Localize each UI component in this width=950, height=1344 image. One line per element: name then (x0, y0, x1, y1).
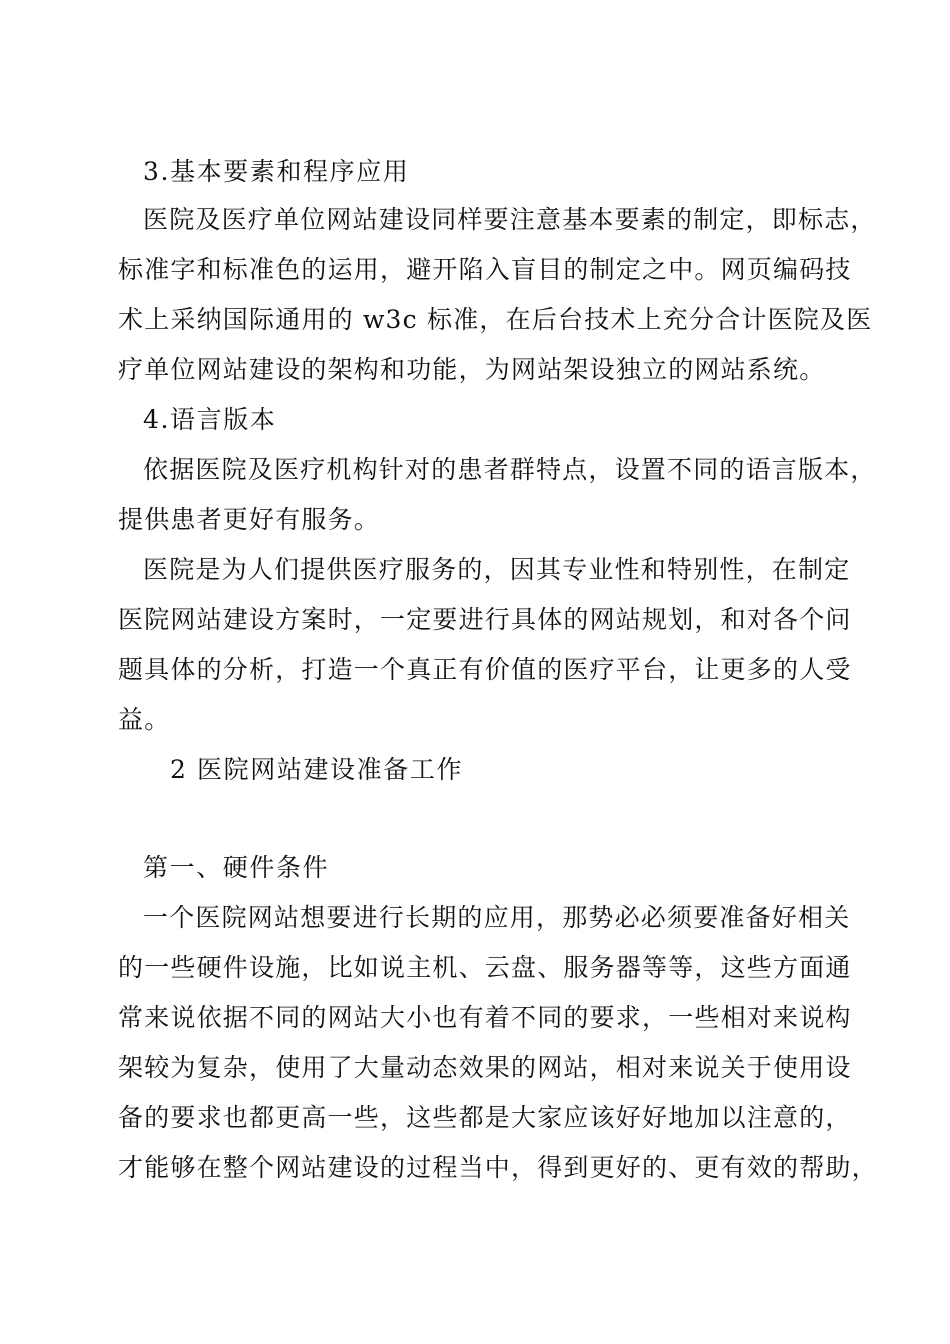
paragraph-line: 的一些硬件设施，比如说主机、云盘、服务器等等，这些方面通 (118, 953, 852, 982)
paragraph-line: 医院是为人们提供医疗服务的，因其专业性和特别性，在制定 (143, 555, 851, 584)
chapter-heading-preparation: 2 医院网站建设准备工作 (170, 755, 464, 784)
paragraph-line: 标准字和标准色的运用，避开陷入盲目的制定之中。网页编码技 (118, 255, 852, 284)
paragraph-line: 术上采纳国际通用的 w3c 标准，在后台技术上充分合计医院及医 (118, 305, 873, 334)
paragraph-line: 架较为复杂，使用了大量动态效果的网站，相对来说关于使用设 (118, 1053, 852, 1082)
paragraph-line: 益。 (118, 705, 171, 734)
paragraph-line: 提供患者更好有服务。 (118, 505, 381, 534)
section-heading-hardware: 第一、硬件条件 (143, 853, 330, 882)
section-heading-language-version: 4.语言版本 (143, 405, 277, 434)
paragraph-line: 医院及医疗单位网站建设同样要注意基本要素的制定，即标志， (143, 205, 877, 234)
paragraph-line: 才能够在整个网站建设的过程当中，得到更好的、更有效的帮助， (118, 1153, 878, 1182)
paragraph-line: 题具体的分析，打造一个真正有价值的医疗平台，让更多的人受 (118, 655, 852, 684)
section-heading-basic-elements: 3.基本要素和程序应用 (143, 157, 410, 186)
paragraph-line: 医院网站建设方案时，一定要进行具体的网站规划，和对各个问 (118, 605, 852, 634)
paragraph-line: 备的要求也都更高一些，这些都是大家应该好好地加以注意的， (118, 1103, 852, 1132)
paragraph-line: 常来说依据不同的网站大小也有着不同的要求，一些相对来说构 (118, 1003, 852, 1032)
paragraph-line: 一个医院网站想要进行长期的应用，那势必必须要准备好相关 (143, 903, 851, 932)
paragraph-line: 依据医院及医疗机构针对的患者群特点，设置不同的语言版本， (143, 455, 877, 484)
paragraph-line: 疗单位网站建设的架构和功能，为网站架设独立的网站系统。 (118, 355, 826, 384)
